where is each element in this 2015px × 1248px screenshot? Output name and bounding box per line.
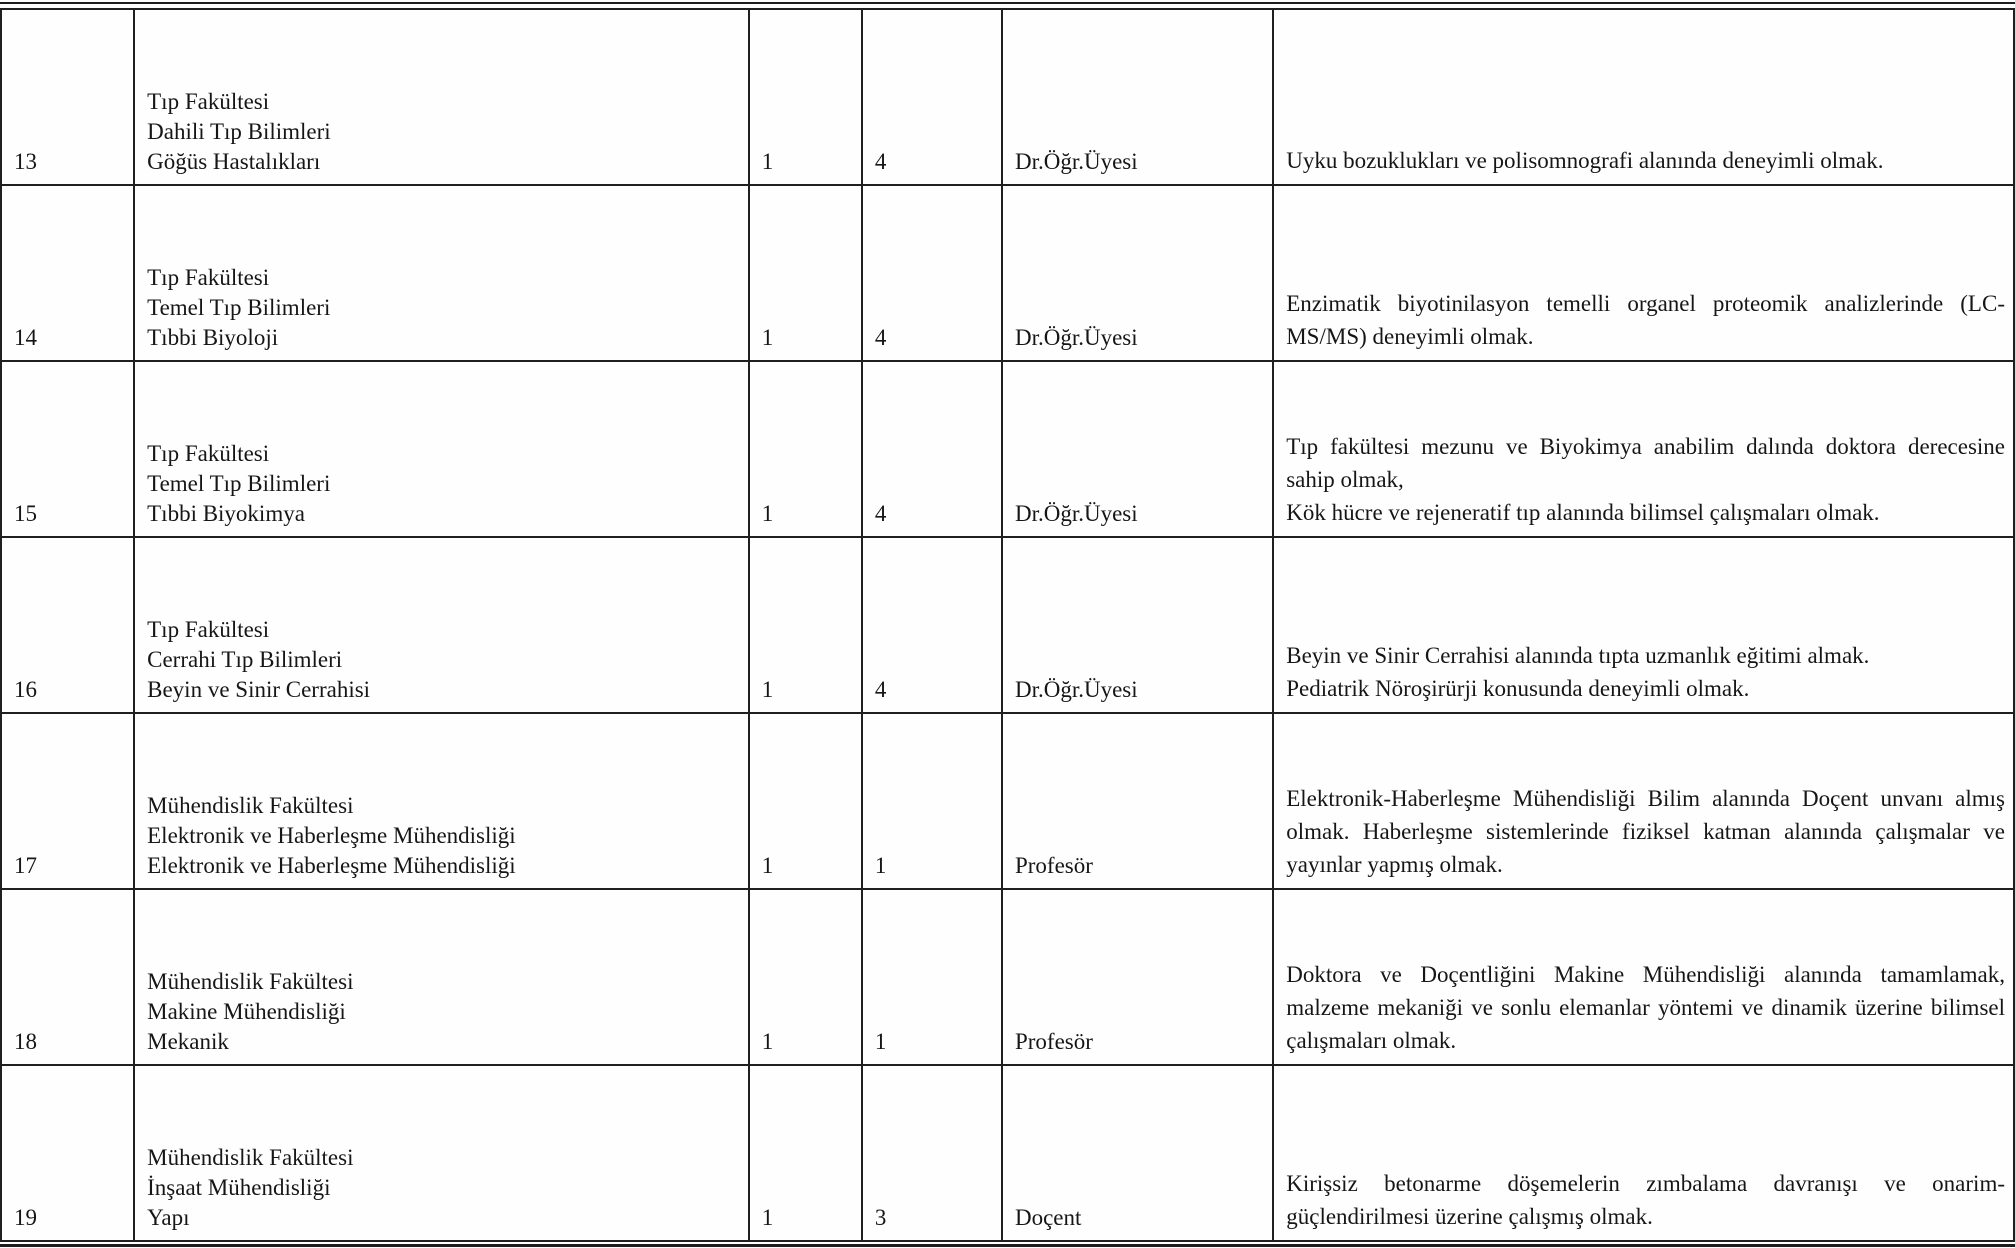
academic-title-cell: Dr.Öğr.Üyesi	[1002, 537, 1273, 713]
department-line: Tıbbi Biyoloji	[147, 325, 279, 350]
quota-cell: 1	[749, 1065, 862, 1241]
quota-cell: 1	[749, 713, 862, 889]
requirement-paragraph: Beyin ve Sinir Cerrahisi alanında tıpta uzmanlık eğitimi almak.	[1286, 643, 1870, 668]
grade-cell: 1	[862, 713, 1002, 889]
table-row	[1, 1065, 2014, 1241]
requirement-paragraph: Kirişsiz betonarme döşemelerin zımbalama davranışı ve onarim- güçlendirilmesi üzerine çalışmış olmak.	[1286, 1171, 2005, 1229]
table-row	[1, 185, 2014, 361]
department-line: Mühendislik Fakültesi	[147, 1145, 354, 1170]
row-number-cell: 19	[1, 1065, 134, 1241]
department-cell	[134, 9, 749, 185]
row-number-cell: 15	[1, 361, 134, 537]
row-number-cell: 14	[1, 185, 134, 361]
requirement-paragraph: Tıp fakültesi mezunu ve Biyokimya anabilim dalında doktora derecesine sahip olmak,	[1286, 434, 2005, 492]
quota-cell: 1	[749, 889, 862, 1065]
department-line: Tıp Fakültesi	[147, 617, 270, 642]
department-line: Tıbbi Biyokimya	[147, 501, 305, 526]
department-line: Makine Mühendisliği	[147, 999, 346, 1024]
department-line: Mühendislik Fakültesi	[147, 793, 354, 818]
academic-title-cell: Dr.Öğr.Üyesi	[1002, 185, 1273, 361]
department-line: Yapı	[147, 1205, 190, 1230]
table-row	[1, 537, 2014, 713]
department-line: Temel Tıp Bilimleri	[147, 471, 331, 496]
department-line: Tıp Fakültesi	[147, 441, 270, 466]
table-body	[1, 9, 2014, 1241]
quota-cell: 1	[749, 185, 862, 361]
department-line: Elektronik ve Haberleşme Mühendisliği	[147, 823, 516, 848]
academic-title-cell: Dr.Öğr.Üyesi	[1002, 361, 1273, 537]
academic-title-cell: Dr.Öğr.Üyesi	[1002, 9, 1273, 185]
positions-table	[0, 8, 2015, 1242]
grade-cell: 4	[862, 185, 1002, 361]
requirements-cell	[1273, 889, 2014, 1065]
requirements-cell	[1273, 361, 2014, 537]
requirements-cell	[1273, 185, 2014, 361]
department-line: Tıp Fakültesi	[147, 89, 270, 114]
table-row	[1, 889, 2014, 1065]
department-cell	[134, 185, 749, 361]
academic-title-cell: Profesör	[1002, 713, 1273, 889]
quota-cell: 1	[749, 361, 862, 537]
department-line: Beyin ve Sinir Cerrahisi	[147, 677, 371, 702]
department-cell	[134, 1065, 749, 1241]
grade-cell: 1	[862, 889, 1002, 1065]
department-cell	[134, 361, 749, 537]
row-number-cell: 18	[1, 889, 134, 1065]
requirements-cell	[1273, 1065, 2014, 1241]
requirements-cell	[1273, 713, 2014, 889]
department-line: Temel Tıp Bilimleri	[147, 295, 331, 320]
requirement-paragraph: Kök hücre ve rejeneratif tıp alanında bilimsel çalışmaları olmak.	[1286, 500, 1880, 525]
requirements-cell	[1273, 537, 2014, 713]
requirement-paragraph: Uyku bozuklukları ve polisomnografi alanında deneyimli olmak.	[1286, 148, 1884, 173]
academic-title-cell: Doçent	[1002, 1065, 1273, 1241]
department-line: Mühendislik Fakültesi	[147, 969, 354, 994]
grade-cell: 4	[862, 537, 1002, 713]
requirement-paragraph: Enzimatik biyotinilasyon temelli organel proteomik analizlerinde (LC-MS/MS) deneyimli olmak.	[1286, 291, 2005, 349]
row-number-cell: 13	[1, 9, 134, 185]
department-cell	[134, 713, 749, 889]
department-cell	[134, 537, 749, 713]
requirement-paragraph: Pediatrik Nöroşirürji konusunda deneyimli olmak.	[1286, 676, 1750, 701]
department-line: Dahili Tıp Bilimleri	[147, 119, 331, 144]
department-line: Tıp Fakültesi	[147, 265, 270, 290]
academic-title-cell: Profesör	[1002, 889, 1273, 1065]
requirements-cell	[1273, 9, 2014, 185]
quota-cell: 1	[749, 9, 862, 185]
requirement-paragraph: Elektronik-Haberleşme Mühendisliği Bilim alanında Doçent unvanı almış olmak. Haberleşme sistemlerinde fiziksel katman alanında çalışmalar ve yayınlar yapmış olmak.	[1286, 786, 2005, 877]
department-line: İnşaat Mühendisliği	[147, 1175, 331, 1200]
quota-cell: 1	[749, 537, 862, 713]
table-row	[1, 361, 2014, 537]
row-number-cell: 16	[1, 537, 134, 713]
grade-cell: 3	[862, 1065, 1002, 1241]
requirement-paragraph: Doktora ve Doçentliğini Makine Mühendisliği alanında tamamlamak, malzeme mekaniği ve sonlu elemanlar yöntemi ve dinamik üzerine bilimsel çalışmaları olmak.	[1286, 962, 2005, 1053]
row-number-cell: 17	[1, 713, 134, 889]
grade-cell: 4	[862, 9, 1002, 185]
table-row	[1, 713, 2014, 889]
department-line: Elektronik ve Haberleşme Mühendisliği	[147, 853, 516, 878]
grade-cell: 4	[862, 361, 1002, 537]
department-line: Mekanik	[147, 1029, 229, 1054]
department-line: Göğüs Hastalıkları	[147, 149, 321, 174]
department-line: Cerrahi Tıp Bilimleri	[147, 647, 343, 672]
department-cell	[134, 889, 749, 1065]
table-row	[1, 9, 2014, 185]
